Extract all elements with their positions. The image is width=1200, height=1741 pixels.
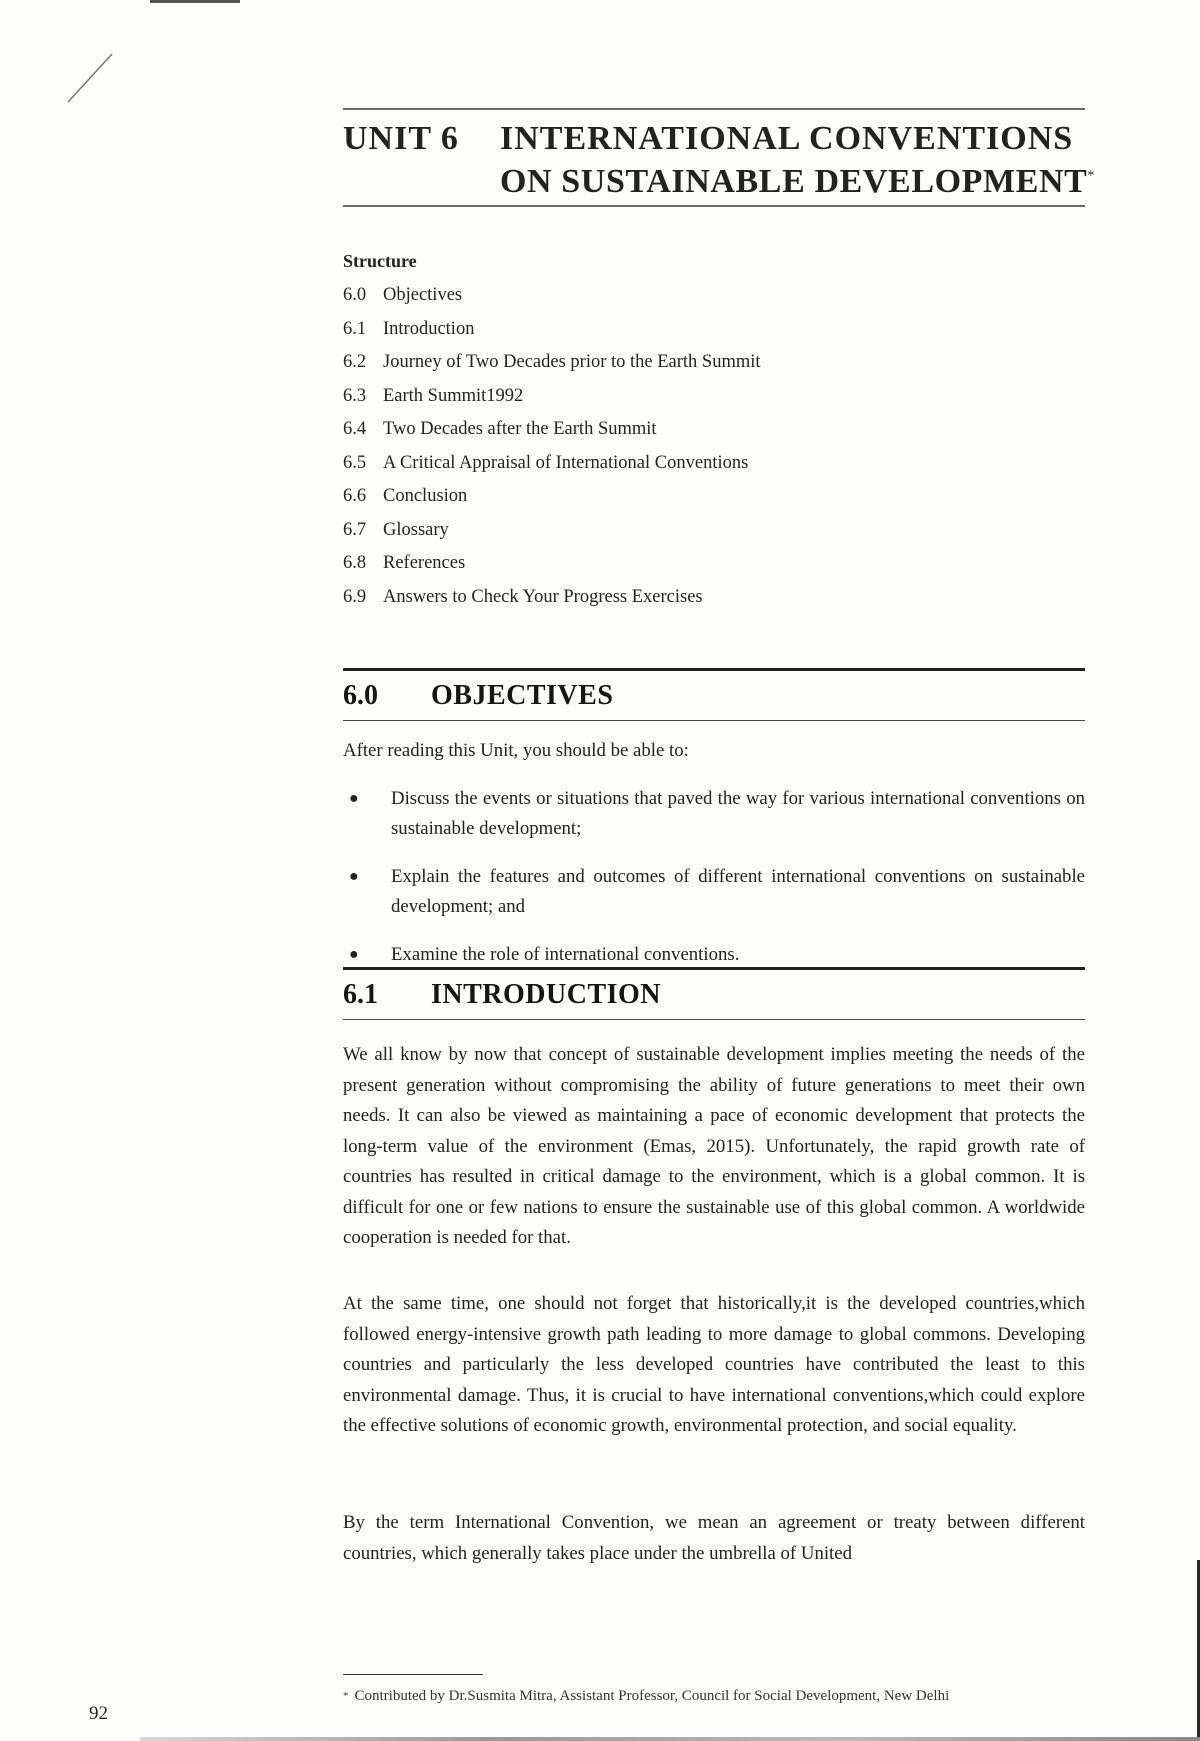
section-heading-introduction: [343, 967, 1085, 1023]
objective-text: Discuss the events or situations that paved the way for various international conventions on sustainable development;: [391, 788, 1085, 839]
pen-stroke-mark: [60, 50, 120, 110]
structure-item: [343, 352, 761, 386]
structure-item: [343, 285, 761, 319]
structure-list: [343, 285, 761, 620]
section-rule-top: [343, 967, 1085, 970]
structure-item-label: A Critical Appraisal of International Conventions: [383, 452, 749, 473]
scan-bottom-edge: [140, 1737, 1200, 1741]
unit-title-footnote-mark: *: [1087, 168, 1096, 184]
structure-item-number: 6.2: [343, 352, 367, 372]
structure-item: [343, 419, 761, 453]
section-rule-bottom: [343, 720, 1085, 721]
objective-item: [343, 784, 1085, 844]
unit-title-line-2-text: ON SUSTAINABLE DEVELOPMENT: [500, 163, 1088, 200]
structure-item-number: 6.9: [343, 586, 367, 607]
section-number: 6.0: [343, 680, 378, 711]
footnote-text: Contributed by Dr.Susmita Mitra, Assistant Professor, Council for Social Development, New Delhi: [354, 1688, 950, 1704]
structure-item: [343, 453, 761, 487]
footnote-mark: *: [343, 1690, 349, 1702]
bullet-dot-icon: ●: [349, 868, 359, 885]
section-title: INTRODUCTION: [431, 979, 662, 1010]
bullet-dot-icon: ●: [349, 790, 359, 807]
section-number: 6.1: [343, 979, 378, 1010]
objective-text: Explain the features and outcomes of different international conventions on sustainable development; and: [391, 866, 1085, 917]
structure-item-label: Two Decades after the Earth Summit: [383, 419, 657, 439]
structure-item-number: 6.0: [343, 285, 367, 305]
objective-item: [343, 862, 1085, 922]
structure-item-label: Introduction: [383, 318, 475, 339]
intro-paragraph-1: We all know by now that concept of sustainable development implies meeting the needs of the present generation without compromising the ability of future generations to meet their own needs. It can also be viewed as maintaining a pace of economic development that protects the long-term value of the environment (Emas, 2015). Unfortunately, the rapid growth rate of countries has resulted in critical damage to the environment, which is a global common. It is difficult for one or few nations to ensure the sustainable use of this global common. A worldwide cooperation is needed for that.: [343, 1044, 1085, 1248]
intro-paragraph-3: By the term International Convention, we mean an agreement or treaty between different countries, which generally takes place under the umbrella of United: [343, 1512, 1085, 1564]
objectives-list: [343, 784, 1085, 988]
section-rule-bottom: [343, 1019, 1085, 1020]
structure-item-label: Conclusion: [383, 486, 468, 506]
structure-item: [343, 520, 761, 554]
structure-item-label: Journey of Two Decades prior to the Earth Summit: [383, 352, 761, 372]
section-rule-top: [343, 668, 1085, 671]
structure-item-label: References: [383, 553, 466, 573]
objectives-intro: After reading this Unit, you should be able to:: [343, 740, 689, 761]
intro-paragraph-2: At the same time, one should not forget that historically,it is the developed countries,which followed energy-intensive growth path leading to more damage to global commons. Developing countries and particularly the less developed countries have contributed the least to this environmental damage. Thus, it is crucial to have international conventions,which could explore the effective solutions of economic growth, environmental protection, and social equality.: [343, 1293, 1085, 1436]
bullet-dot-icon: ●: [349, 946, 359, 963]
structure-item-label: Earth Summit1992: [383, 385, 524, 406]
structure-item-number: 6.1: [343, 318, 367, 339]
objective-item: [343, 940, 1085, 970]
structure-item: [343, 486, 761, 520]
section-title: OBJECTIVES: [431, 680, 614, 711]
structure-item-label: Answers to Check Your Progress Exercises: [383, 586, 703, 607]
structure-item-number: 6.6: [343, 486, 367, 506]
objective-text: Examine the role of international conventions.: [391, 944, 740, 965]
structure-item-label: Objectives: [383, 285, 463, 305]
section-heading-objectives: [343, 668, 1085, 724]
structure-item: [343, 319, 761, 353]
structure-item: [343, 386, 761, 420]
structure-item: [343, 587, 761, 621]
header-rule-bottom: [343, 205, 1085, 207]
scan-edge-mark: [150, 0, 240, 3]
structure-item-label: Glossary: [383, 519, 449, 540]
structure-item-number: 6.7: [343, 519, 367, 540]
footnote-rule: [343, 1674, 483, 1675]
structure-item-number: 6.5: [343, 452, 367, 473]
footnote: [343, 1683, 1085, 1710]
unit-title-line-2: [500, 163, 1095, 201]
structure-item-number: 6.8: [343, 553, 367, 573]
header-rule-top: [343, 108, 1085, 110]
unit-number: UNIT 6: [343, 120, 459, 157]
structure-heading: Structure: [343, 251, 417, 271]
structure-item-number: 6.3: [343, 385, 367, 406]
structure-item: [343, 553, 761, 587]
page-number: 92: [89, 1703, 108, 1724]
unit-title-line-1: INTERNATIONAL CONVENTIONS: [500, 120, 1074, 157]
structure-item-number: 6.4: [343, 419, 367, 439]
